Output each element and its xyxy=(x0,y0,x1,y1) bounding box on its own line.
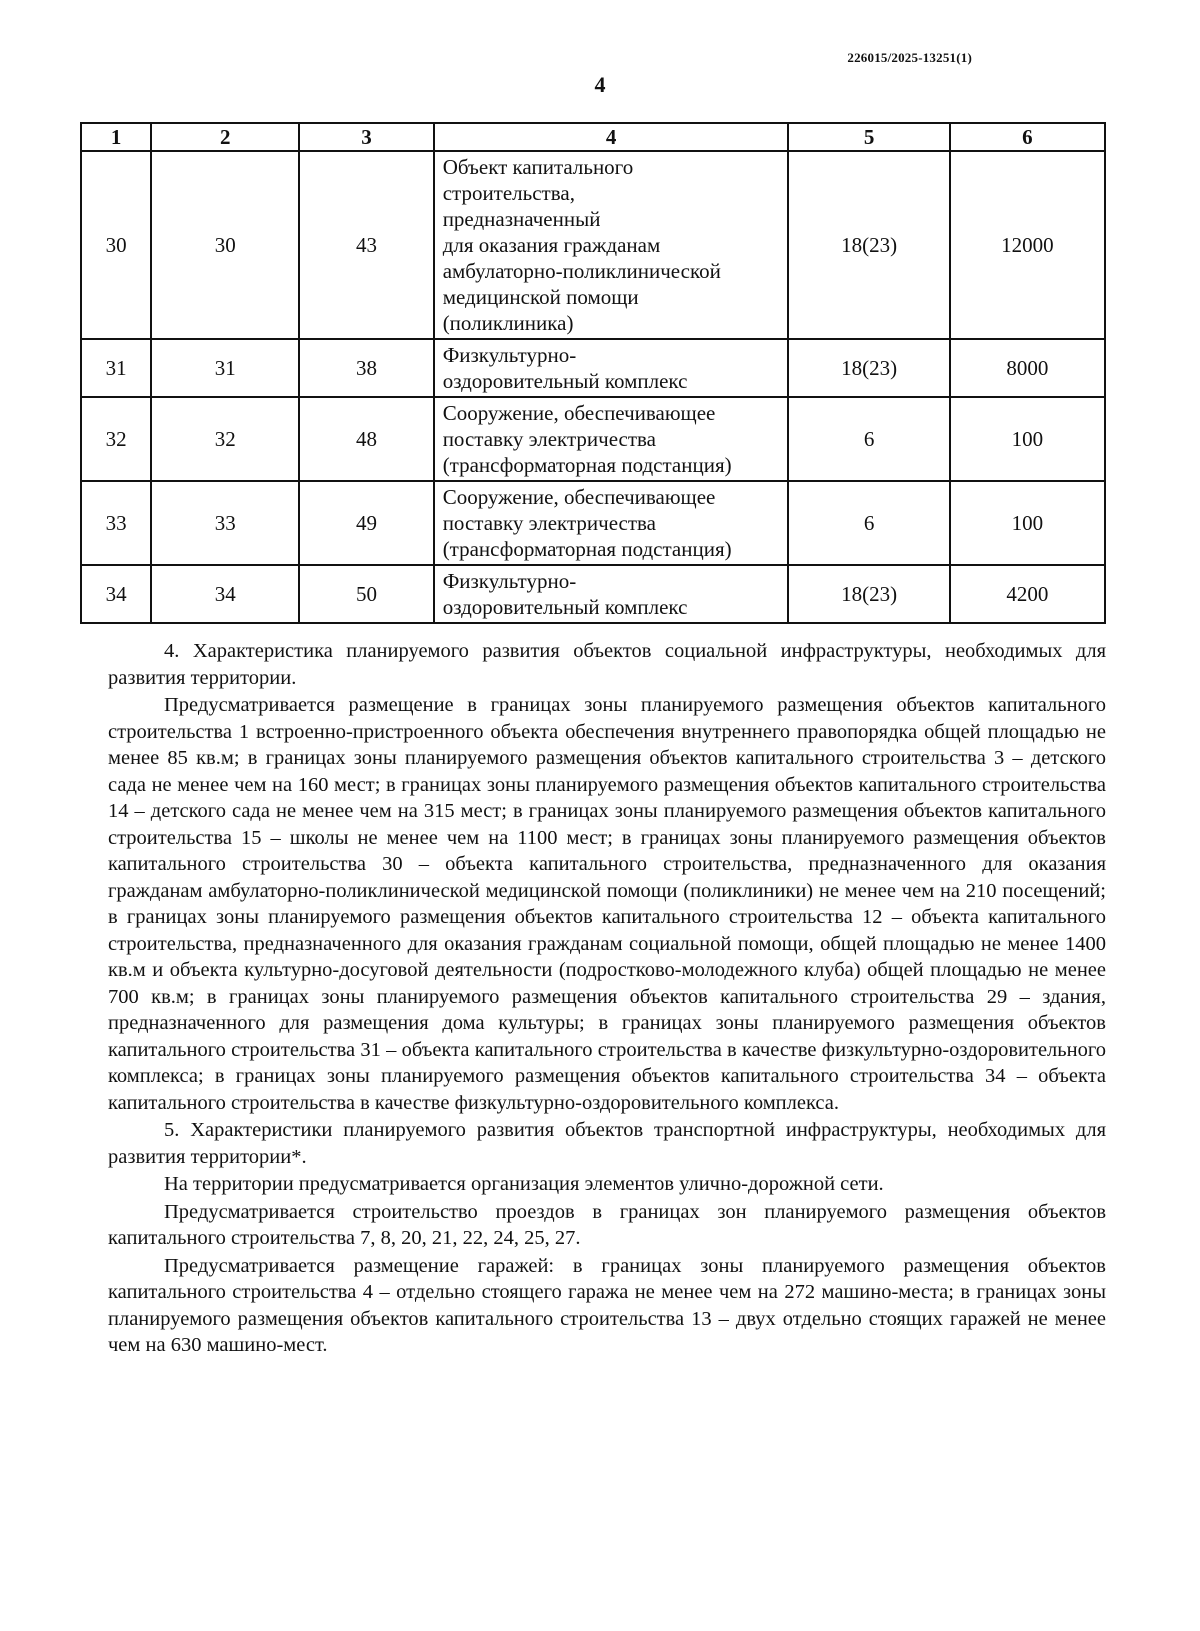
table-row xyxy=(81,565,1105,623)
cell-col6: 8000 xyxy=(950,339,1105,397)
cell-col6: 4200 xyxy=(950,565,1105,623)
cell-col5: 18(23) xyxy=(788,565,949,623)
object-name-line: Сооружение, обеспечивающее xyxy=(442,485,716,509)
cell-col6: 100 xyxy=(950,481,1105,565)
column-header: 3 xyxy=(299,123,433,151)
object-name-line: амбулаторно-поликлинической xyxy=(442,259,721,283)
object-name-line: Объект капитального xyxy=(442,155,634,179)
object-name-line: (поликлиника) xyxy=(442,311,574,335)
table-row xyxy=(81,151,1105,339)
section-4-paragraph: Предусматривается размещение в границах зоны планируемого размещения объектов капитального строительства 1 встроенно-пристроенного объекта обеспечения внутреннего правопорядка общей площадью не менее 85 кв.м; в границах зоны планируемого размещения объектов капитального строительства 3 – детского сада не менее чем на 160 мест; в границах зоны планируемого размещения объектов капитального строительства 14 – детского сада не менее чем на 315 мест; в границах зоны планируемого размещения объектов капитального строительства 15 – школы не менее чем на 1100 мест; в границах зоны планируемого размещения объектов капитального строительства 30 – объекта капитального строительства, предназначенного для оказания гражданам амбулаторно-поликлинической медицинской помощи (поликлиники) не менее чем на 210 посещений; в границах зоны планируемого размещения объектов капитального строительства 12 – объекта капитального строительства, предназначенного для оказания гражданам социальной помощи, общей площадью не менее 1400 кв.м и объекта культурно-досуговой деятельности (подростково-молодежного клуба) общей площадью не менее 700 кв.м; в границах зоны планируемого размещения объектов капитального строительства 29 – здания, предназначенного для размещения дома культуры; в границах зоны планируемого размещения объектов капитального строительства 31 – объекта капитального строительства в качестве физкультурно-оздоровительного комплекса; в границах зоны планируемого размещения объектов капитального строительства 34 – объекта капитального строительства в качестве физкультурно-оздоровительного комплекса. xyxy=(108,694,1106,1114)
object-name-line: для оказания гражданам xyxy=(442,233,661,257)
cell-object-name xyxy=(434,151,789,339)
table-row xyxy=(81,339,1105,397)
cell-col3: 48 xyxy=(299,397,433,481)
cell-col2: 31 xyxy=(151,339,299,397)
section-5-paragraph: Предусматривается строительство проездов в границах зон планируемого размещения объектов капитального строительства 7, 8, 20, 21, 22, 24, 25, 27. xyxy=(108,1200,1106,1249)
cell-col3: 38 xyxy=(299,339,433,397)
cell-col5: 18(23) xyxy=(788,151,949,339)
cell-col1: 32 xyxy=(81,397,151,481)
object-name-line: медицинской помощи xyxy=(442,285,639,309)
section-5-paragraph: Предусматривается размещение гаражей: в границах зоны планируемого размещения объектов капитального строительства 4 – отдельно стоящего гаража не менее чем на 272 машино-места; в границах зоны планируемого размещения объектов капитального строительства 13 – двух отдельно стоящих гаражей не менее чем на 630 машино-мест. xyxy=(108,1254,1106,1356)
object-name-line: Сооружение, обеспечивающее xyxy=(442,401,716,425)
cell-col2: 32 xyxy=(151,397,299,481)
section-5-paragraph: На территории предусматривается организация элементов улично-дорожной сети. xyxy=(164,1173,884,1195)
object-name-line: предназначенный xyxy=(442,207,601,231)
cell-object-name xyxy=(434,397,789,481)
cell-col5: 6 xyxy=(788,481,949,565)
page-number: 4 xyxy=(594,72,606,97)
object-name-line: поставку электричества xyxy=(442,427,656,451)
cell-col3: 49 xyxy=(299,481,433,565)
cell-object-name xyxy=(434,481,789,565)
table-row xyxy=(81,481,1105,565)
cell-col2: 34 xyxy=(151,565,299,623)
column-header: 6 xyxy=(950,123,1105,151)
document-body xyxy=(108,638,1106,1360)
cell-col5: 18(23) xyxy=(788,339,949,397)
cell-object-name xyxy=(434,339,789,397)
object-name-line: поставку электричества xyxy=(442,511,656,535)
cell-col3: 43 xyxy=(299,151,433,339)
cell-col1: 30 xyxy=(81,151,151,339)
cell-col3: 50 xyxy=(299,565,433,623)
table-row xyxy=(81,397,1105,481)
column-header: 4 xyxy=(434,123,789,151)
table-header-row xyxy=(81,123,1105,151)
cell-col1: 33 xyxy=(81,481,151,565)
section-4-heading: 4. Характеристика планируемого развития объектов социальной инфраструктуры, необходимых для развития территории. xyxy=(108,640,1106,689)
section-5-heading: 5. Характеристики планируемого развития объектов транспортной инфраструктуры, необходимых для развития территории*. xyxy=(108,1119,1106,1168)
cell-col1: 34 xyxy=(81,565,151,623)
cell-col2: 30 xyxy=(151,151,299,339)
cell-col2: 33 xyxy=(151,481,299,565)
object-name-line: (трансформаторная подстанция) xyxy=(442,537,732,561)
object-name-line: оздоровительный комплекс xyxy=(442,369,688,393)
cell-col1: 31 xyxy=(81,339,151,397)
column-header: 5 xyxy=(788,123,949,151)
cell-col5: 6 xyxy=(788,397,949,481)
cell-col6: 12000 xyxy=(950,151,1105,339)
cell-object-name xyxy=(434,565,789,623)
cell-col6: 100 xyxy=(950,397,1105,481)
object-name-line: Физкультурно- xyxy=(442,343,577,367)
object-name-line: (трансформаторная подстанция) xyxy=(442,453,732,477)
object-name-line: оздоровительный комплекс xyxy=(442,595,688,619)
object-name-line: Физкультурно- xyxy=(442,569,577,593)
column-header: 2 xyxy=(151,123,299,151)
objects-table xyxy=(80,122,1106,624)
object-name-line: строительства, xyxy=(442,181,575,205)
column-header: 1 xyxy=(81,123,151,151)
document-id: 226015/2025-13251(1) xyxy=(847,50,972,65)
